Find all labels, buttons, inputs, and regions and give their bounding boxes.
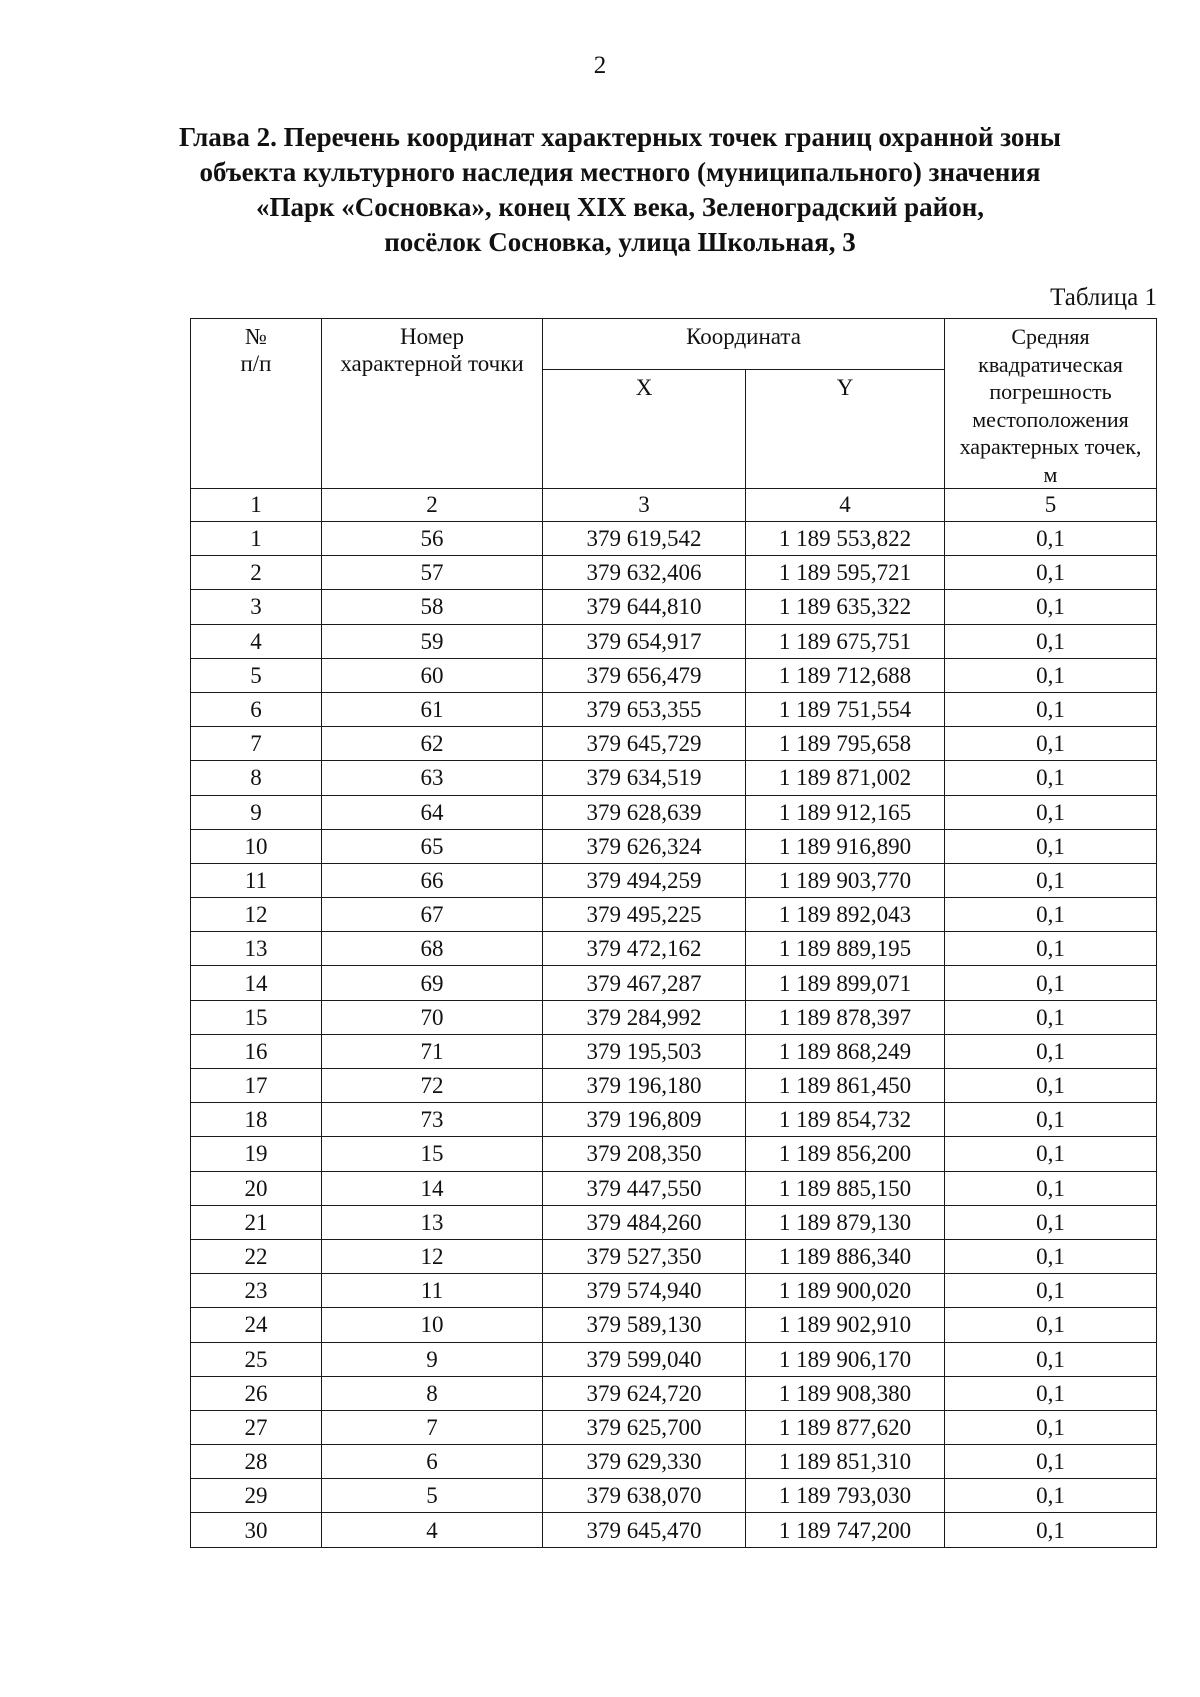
cell-row-number: 7	[191, 727, 322, 761]
cell-error: 0,1	[945, 624, 1157, 658]
table-row	[191, 1103, 1157, 1137]
column-number: 1	[191, 489, 322, 522]
cell-point-number: 65	[322, 829, 543, 863]
header-mean-square-error	[945, 319, 1157, 489]
table-row	[191, 1205, 1157, 1239]
cell-y: 1 189 885,150	[746, 1171, 945, 1205]
header-coordinate: Координата	[543, 319, 945, 370]
cell-error: 0,1	[945, 1239, 1157, 1273]
cell-point-number: 12	[322, 1239, 543, 1273]
table-row	[191, 898, 1157, 932]
cell-point-number: 13	[322, 1205, 543, 1239]
cell-x: 379 638,070	[543, 1479, 746, 1513]
table-row	[191, 1137, 1157, 1171]
title-line: посёлок Сосновка, улица Школьная, 3	[384, 227, 856, 257]
cell-x: 379 208,350	[543, 1137, 746, 1171]
cell-error: 0,1	[945, 1000, 1157, 1034]
title-line: Глава 2. Перечень координат характерных точек границ охранной зоны	[178, 122, 1062, 152]
cell-error: 0,1	[945, 590, 1157, 624]
header-text: п/п	[240, 351, 272, 376]
cell-row-number: 10	[191, 829, 322, 863]
table-row	[191, 1513, 1157, 1547]
table-row	[191, 1274, 1157, 1308]
header-text: Номер	[400, 324, 464, 349]
cell-error: 0,1	[945, 1513, 1157, 1547]
header-point-number	[322, 319, 543, 489]
cell-point-number: 10	[322, 1308, 543, 1342]
cell-row-number: 21	[191, 1205, 322, 1239]
table-row	[191, 692, 1157, 726]
table-row	[191, 1479, 1157, 1513]
cell-y: 1 189 675,751	[746, 624, 945, 658]
cell-x: 379 447,550	[543, 1171, 746, 1205]
header-text: характерных точек,	[959, 434, 1142, 459]
cell-error: 0,1	[945, 727, 1157, 761]
table-row	[191, 522, 1157, 556]
table-row	[191, 658, 1157, 692]
table-body	[191, 522, 1157, 1548]
cell-point-number: 57	[322, 556, 543, 590]
table-row	[191, 795, 1157, 829]
table-row	[191, 1069, 1157, 1103]
cell-row-number: 9	[191, 795, 322, 829]
cell-error: 0,1	[945, 692, 1157, 726]
cell-y: 1 189 635,322	[746, 590, 945, 624]
cell-y: 1 189 902,910	[746, 1308, 945, 1342]
cell-x: 379 645,729	[543, 727, 746, 761]
cell-error: 0,1	[945, 795, 1157, 829]
table-caption: Таблица 1	[1050, 284, 1157, 311]
table-row	[191, 1308, 1157, 1342]
cell-point-number: 6	[322, 1445, 543, 1479]
cell-error: 0,1	[945, 658, 1157, 692]
header-row-number	[191, 319, 322, 489]
cell-row-number: 8	[191, 761, 322, 795]
cell-y: 1 189 854,732	[746, 1103, 945, 1137]
cell-x: 379 494,259	[543, 863, 746, 897]
cell-point-number: 7	[322, 1410, 543, 1444]
cell-point-number: 15	[322, 1137, 543, 1171]
cell-error: 0,1	[945, 556, 1157, 590]
cell-y: 1 189 878,397	[746, 1000, 945, 1034]
cell-x: 379 656,479	[543, 658, 746, 692]
cell-y: 1 189 868,249	[746, 1034, 945, 1068]
cell-row-number: 24	[191, 1308, 322, 1342]
page-number: 2	[593, 52, 607, 79]
column-number: 3	[543, 489, 746, 522]
cell-point-number: 60	[322, 658, 543, 692]
cell-row-number: 22	[191, 1239, 322, 1273]
cell-error: 0,1	[945, 1069, 1157, 1103]
table-row	[191, 1342, 1157, 1376]
cell-point-number: 62	[322, 727, 543, 761]
cell-error: 0,1	[945, 1103, 1157, 1137]
cell-error: 0,1	[945, 1034, 1157, 1068]
cell-row-number: 4	[191, 624, 322, 658]
cell-error: 0,1	[945, 966, 1157, 1000]
cell-point-number: 64	[322, 795, 543, 829]
cell-row-number: 14	[191, 966, 322, 1000]
cell-x: 379 484,260	[543, 1205, 746, 1239]
cell-x: 379 495,225	[543, 898, 746, 932]
cell-x: 379 284,992	[543, 1000, 746, 1034]
table-row	[191, 1410, 1157, 1444]
cell-x: 379 472,162	[543, 932, 746, 966]
cell-error: 0,1	[945, 1171, 1157, 1205]
cell-y: 1 189 899,071	[746, 966, 945, 1000]
cell-point-number: 66	[322, 863, 543, 897]
cell-y: 1 189 747,200	[746, 1513, 945, 1547]
cell-row-number: 5	[191, 658, 322, 692]
cell-y: 1 189 916,890	[746, 829, 945, 863]
header-y: Y	[746, 370, 945, 489]
coordinates-table	[190, 318, 1157, 1548]
cell-row-number: 25	[191, 1342, 322, 1376]
cell-y: 1 189 886,340	[746, 1239, 945, 1273]
cell-y: 1 189 889,195	[746, 932, 945, 966]
header-text: Средняя	[1011, 324, 1090, 349]
cell-error: 0,1	[945, 932, 1157, 966]
cell-row-number: 12	[191, 898, 322, 932]
cell-x: 379 629,330	[543, 1445, 746, 1479]
cell-y: 1 189 871,002	[746, 761, 945, 795]
cell-y: 1 189 892,043	[746, 898, 945, 932]
title-line: «Парк «Сосновка», конец XIX века, Зеленоградский район,	[255, 192, 985, 222]
column-number: 4	[746, 489, 945, 522]
cell-error: 0,1	[945, 1308, 1157, 1342]
cell-point-number: 67	[322, 898, 543, 932]
cell-row-number: 3	[191, 590, 322, 624]
cell-y: 1 189 877,620	[746, 1410, 945, 1444]
table-row	[191, 1000, 1157, 1034]
cell-point-number: 72	[322, 1069, 543, 1103]
cell-error: 0,1	[945, 1479, 1157, 1513]
cell-y: 1 189 879,130	[746, 1205, 945, 1239]
cell-point-number: 4	[322, 1513, 543, 1547]
header-text: погрешность	[989, 379, 1112, 404]
cell-row-number: 19	[191, 1137, 322, 1171]
cell-x: 379 195,503	[543, 1034, 746, 1068]
table-row	[191, 590, 1157, 624]
cell-y: 1 189 906,170	[746, 1342, 945, 1376]
cell-y: 1 189 856,200	[746, 1137, 945, 1171]
cell-row-number: 2	[191, 556, 322, 590]
cell-x: 379 645,470	[543, 1513, 746, 1547]
column-number-row	[191, 489, 1157, 522]
cell-row-number: 27	[191, 1410, 322, 1444]
cell-x: 379 574,940	[543, 1274, 746, 1308]
cell-x: 379 632,406	[543, 556, 746, 590]
cell-x: 379 628,639	[543, 795, 746, 829]
cell-point-number: 59	[322, 624, 543, 658]
cell-y: 1 189 595,721	[746, 556, 945, 590]
cell-y: 1 189 751,554	[746, 692, 945, 726]
cell-error: 0,1	[945, 863, 1157, 897]
cell-error: 0,1	[945, 1342, 1157, 1376]
column-number: 5	[945, 489, 1157, 522]
cell-row-number: 30	[191, 1513, 322, 1547]
cell-y: 1 189 553,822	[746, 522, 945, 556]
cell-point-number: 63	[322, 761, 543, 795]
cell-error: 0,1	[945, 522, 1157, 556]
table-row	[191, 863, 1157, 897]
cell-point-number: 70	[322, 1000, 543, 1034]
cell-x: 379 467,287	[543, 966, 746, 1000]
cell-error: 0,1	[945, 1274, 1157, 1308]
cell-row-number: 1	[191, 522, 322, 556]
table-row	[191, 624, 1157, 658]
cell-point-number: 5	[322, 1479, 543, 1513]
cell-point-number: 69	[322, 966, 543, 1000]
cell-row-number: 11	[191, 863, 322, 897]
cell-x: 379 196,180	[543, 1069, 746, 1103]
cell-y: 1 189 795,658	[746, 727, 945, 761]
cell-y: 1 189 851,310	[746, 1445, 945, 1479]
cell-point-number: 8	[322, 1376, 543, 1410]
table-row	[191, 1445, 1157, 1479]
cell-y: 1 189 900,020	[746, 1274, 945, 1308]
cell-y: 1 189 712,688	[746, 658, 945, 692]
header-text: характерной точки	[340, 351, 524, 376]
cell-y: 1 189 908,380	[746, 1376, 945, 1410]
cell-row-number: 26	[191, 1376, 322, 1410]
cell-y: 1 189 912,165	[746, 795, 945, 829]
cell-point-number: 11	[322, 1274, 543, 1308]
cell-row-number: 13	[191, 932, 322, 966]
cell-x: 379 653,355	[543, 692, 746, 726]
cell-x: 379 527,350	[543, 1239, 746, 1273]
cell-point-number: 56	[322, 522, 543, 556]
cell-row-number: 23	[191, 1274, 322, 1308]
cell-row-number: 15	[191, 1000, 322, 1034]
cell-x: 379 589,130	[543, 1308, 746, 1342]
table-row	[191, 556, 1157, 590]
cell-x: 379 625,700	[543, 1410, 746, 1444]
header-text: местоположения	[972, 406, 1129, 432]
cell-error: 0,1	[945, 1205, 1157, 1239]
cell-point-number: 71	[322, 1034, 543, 1068]
cell-point-number: 73	[322, 1103, 543, 1137]
cell-error: 0,1	[945, 829, 1157, 863]
cell-y: 1 189 861,450	[746, 1069, 945, 1103]
table-row	[191, 1171, 1157, 1205]
table-row	[191, 829, 1157, 863]
cell-error: 0,1	[945, 1376, 1157, 1410]
table-row	[191, 727, 1157, 761]
cell-point-number: 68	[322, 932, 543, 966]
cell-x: 379 599,040	[543, 1342, 746, 1376]
cell-point-number: 9	[322, 1342, 543, 1376]
cell-row-number: 16	[191, 1034, 322, 1068]
title-line: объекта культурного наследия местного (муниципального) значения	[199, 157, 1041, 187]
cell-row-number: 18	[191, 1103, 322, 1137]
cell-row-number: 29	[191, 1479, 322, 1513]
cell-x: 379 626,324	[543, 829, 746, 863]
cell-error: 0,1	[945, 1445, 1157, 1479]
cell-x: 379 196,809	[543, 1103, 746, 1137]
cell-error: 0,1	[945, 1137, 1157, 1171]
cell-row-number: 28	[191, 1445, 322, 1479]
table-row	[191, 932, 1157, 966]
cell-row-number: 17	[191, 1069, 322, 1103]
cell-row-number: 6	[191, 692, 322, 726]
table-row	[191, 966, 1157, 1000]
cell-point-number: 58	[322, 590, 543, 624]
header-x: X	[543, 370, 746, 489]
cell-x: 379 644,810	[543, 590, 746, 624]
cell-y: 1 189 793,030	[746, 1479, 945, 1513]
cell-y: 1 189 903,770	[746, 863, 945, 897]
cell-point-number: 61	[322, 692, 543, 726]
cell-x: 379 624,720	[543, 1376, 746, 1410]
cell-x: 379 634,519	[543, 761, 746, 795]
table-row	[191, 761, 1157, 795]
cell-row-number: 20	[191, 1171, 322, 1205]
column-number: 2	[322, 489, 543, 522]
header-text: №	[245, 324, 267, 349]
cell-error: 0,1	[945, 1410, 1157, 1444]
table-row	[191, 1376, 1157, 1410]
cell-x: 379 654,917	[543, 624, 746, 658]
cell-error: 0,1	[945, 761, 1157, 795]
cell-error: 0,1	[945, 898, 1157, 932]
table-row	[191, 1034, 1157, 1068]
chapter-title	[150, 120, 1090, 260]
header-text: м	[1043, 461, 1058, 487]
table-row	[191, 1239, 1157, 1273]
cell-point-number: 14	[322, 1171, 543, 1205]
header-text: квадратическая	[978, 351, 1123, 377]
cell-x: 379 619,542	[543, 522, 746, 556]
